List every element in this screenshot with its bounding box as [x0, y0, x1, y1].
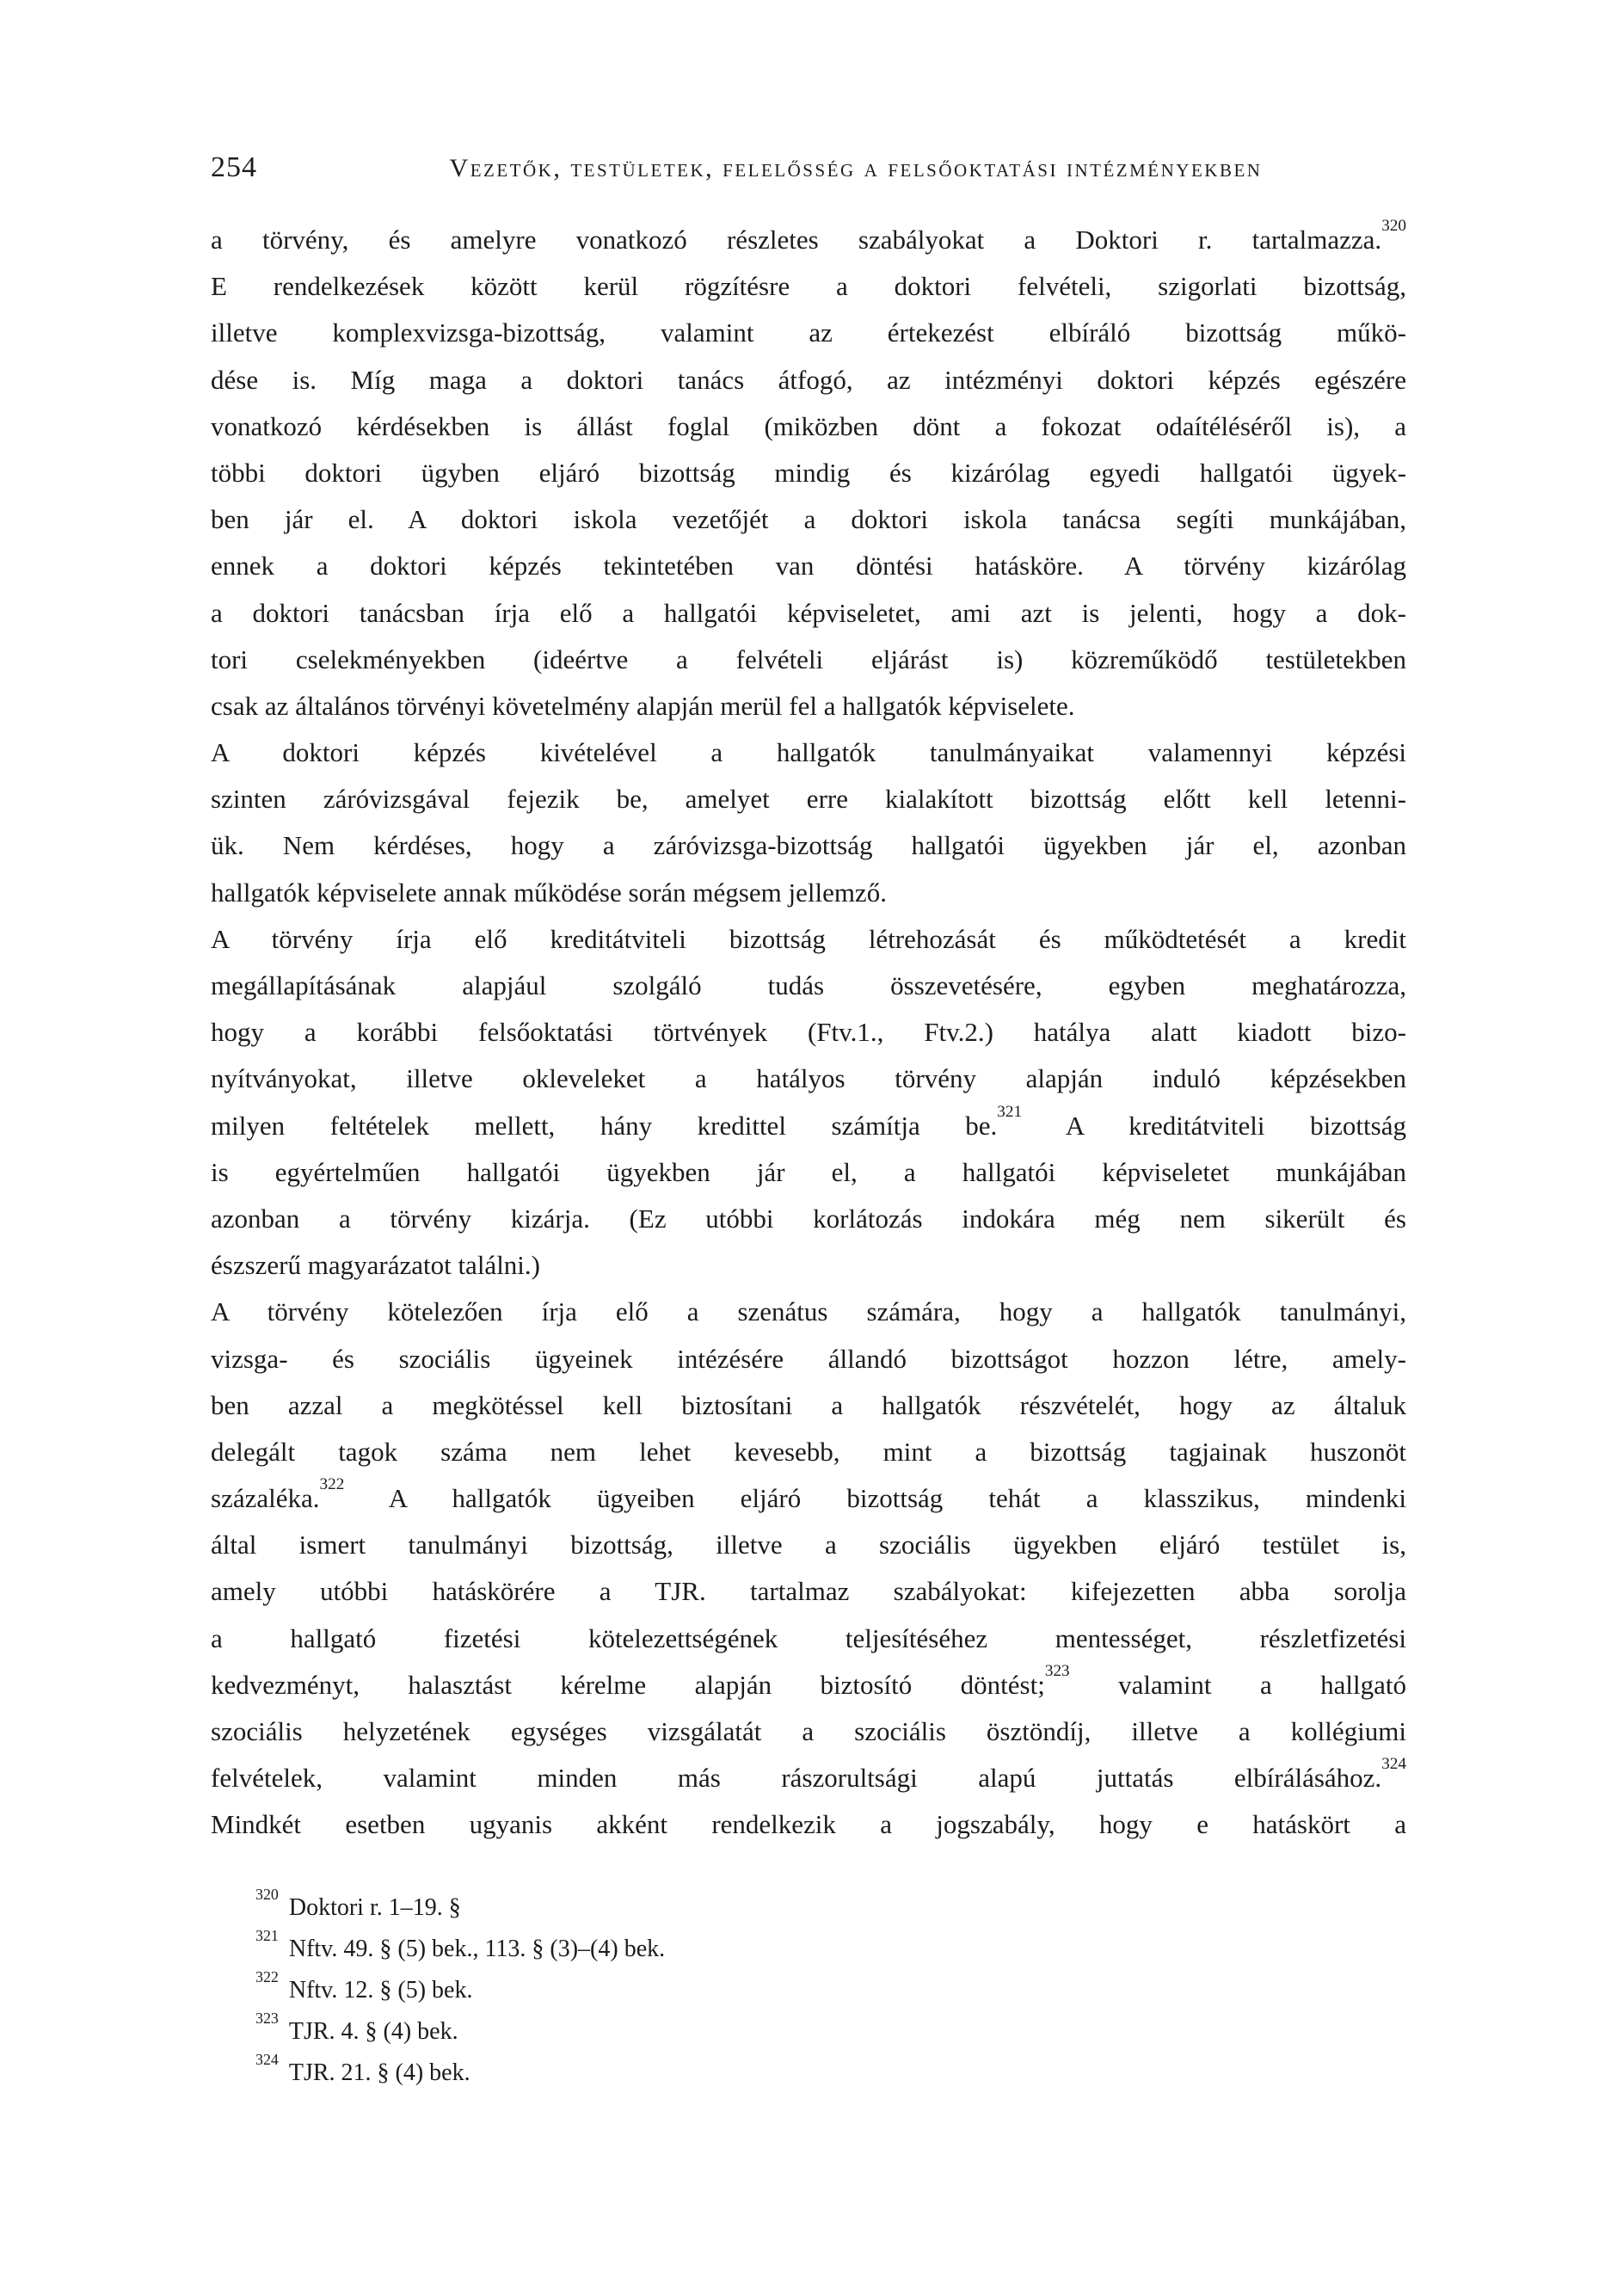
footnote-marker: 320: [1381, 217, 1406, 236]
line-text: delegált tagok száma nem lehet kevesebb, mint a bizottság tagjainak huszonöt: [211, 1436, 1406, 1467]
footnote-number: 324: [255, 2050, 279, 2068]
text-line: [211, 1755, 1406, 1801]
text-line: [211, 450, 1406, 496]
text-line: [211, 1289, 1406, 1335]
line-text: valamint a hallgató: [1069, 1669, 1406, 1700]
running-title: Vezetők, testületek, felelősség a felsőoktatási intézményekben: [449, 154, 1263, 182]
footnote-text: TJR. 21. § (4) bek.: [288, 2059, 470, 2086]
line-text: ennek a doktori képzés tekintetében van döntési hatásköre. A törvény kizárólag: [211, 551, 1406, 582]
line-text: E rendelkezések között kerül rögzítésre a doktori felvételi, szigorlati bizottság,: [211, 271, 1406, 302]
line-text: a hallgató fizetési kötelezettségének teljesítéséhez mentességet, részletfizetési: [211, 1622, 1406, 1653]
line-text: milyen feltételek mellett, hány kredittel számítja be.: [211, 1110, 998, 1141]
text-line: [211, 1568, 1406, 1615]
footnote-text: TJR. 4. § (4) bek.: [288, 2018, 458, 2045]
text-line: [211, 1009, 1406, 1056]
line-text: A hallgatók ügyeiben eljáró bizottság tehát a klasszikus, mindenki: [344, 1483, 1406, 1514]
text-line: [211, 822, 1406, 869]
paragraph: [211, 217, 1406, 729]
line-text: ük. Nem kérdéses, hogy a záróvizsga-bizottság hallgatói ügyekben jár el, azonban: [211, 830, 1406, 861]
body-text: [211, 217, 1406, 1849]
line-text: százaléka.: [211, 1483, 320, 1514]
line-text: vonatkozó kérdésekben is állást foglal (miközben dönt a fokozat odaítéléséről is), a: [211, 410, 1406, 441]
footnote-line: [255, 2050, 1408, 2094]
text-line: [211, 1616, 1406, 1662]
line-text: észszerű magyarázatot találni.): [211, 1250, 540, 1281]
footnote-section: [255, 1887, 1408, 2094]
line-text: hogy a korábbi felsőoktatási törtvények (Ftv.1., Ftv.2.) hatálya alatt kiadott bizo-: [211, 1017, 1406, 1048]
line-text: a doktori tanácsban írja elő a hallgatói képviseletet, ami azt is jelenti, hogy a dok-: [211, 597, 1406, 628]
line-text: szociális helyzetének egységes vizsgálatát a szociális ösztöndíj, illetve a kollégiumi: [211, 1716, 1406, 1746]
line-text: csak az általános törvényi követelmény alapján merül fel a hallgatók képviselete.: [211, 690, 1075, 721]
line-text: illetve komplexvizsga-bizottság, valamint az értekezést elbíráló bizottság műkö-: [211, 317, 1406, 348]
footnote-marker: 324: [1381, 1755, 1406, 1774]
footnote-line: [255, 2011, 1408, 2053]
text-line: [211, 1429, 1406, 1475]
text-line: [211, 543, 1406, 589]
line-text: ben jár el. A doktori iskola vezetőjét a doktori iskola tanácsa segíti munkájában,: [211, 504, 1406, 535]
text-line: [211, 963, 1406, 1009]
line-text: tori cselekményekben (ideértve a felvételi eljárást is) közreműködő testületekben: [211, 643, 1406, 674]
paragraph: [211, 729, 1406, 916]
line-text: hallgatók képviselete annak működése során mégsem jellemző.: [211, 877, 887, 908]
footnote-marker: 322: [319, 1475, 345, 1494]
footnote-number: 323: [255, 2009, 279, 2027]
line-text: amely utóbbi hatáskörére a TJR. tartalmaz szabályokat: kifejezetten abba sorolja: [211, 1576, 1406, 1607]
line-text: a törvény, és amelyre vonatkozó részletes szabályokat a Doktori r. tartalmazza.: [211, 225, 1382, 255]
text-line: [211, 637, 1406, 683]
footnote-marker: 323: [1044, 1661, 1070, 1680]
footnote-number: 322: [255, 1967, 279, 1985]
text-line: [211, 1196, 1406, 1242]
text-line: [211, 1149, 1406, 1196]
footnote-line: [255, 1887, 1408, 1929]
footnote-line: [255, 1967, 1408, 2011]
text-line: [211, 870, 1406, 916]
running-header: [211, 151, 1406, 184]
text-line: [211, 1242, 1406, 1289]
text-line: [211, 310, 1406, 356]
text-line: [211, 1336, 1406, 1382]
text-line: [211, 1522, 1406, 1568]
text-line: [211, 683, 1406, 729]
page-number: 254: [211, 151, 257, 183]
footnote-line: [255, 1926, 1408, 1970]
text-line: [211, 1708, 1406, 1755]
line-text: A törvény kötelezően írja elő a szenátus számára, hogy a hallgatók tanulmányi,: [211, 1296, 1406, 1327]
paragraph: [211, 916, 1406, 1290]
text-line: [211, 403, 1406, 450]
text-line: [211, 1382, 1406, 1429]
footnote-marker: 321: [997, 1102, 1023, 1121]
line-text: kedvezményt, halasztást kérelme alapján biztosító döntést;: [211, 1669, 1045, 1700]
line-text: dése is. Míg maga a doktori tanács átfogó, az intézményi doktori képzés egészére: [211, 364, 1406, 395]
text-line: [211, 1662, 1406, 1708]
text-line: [211, 916, 1406, 963]
line-text: A kreditátviteli bizottság: [1022, 1110, 1406, 1141]
footnote-number: 321: [255, 1926, 279, 1944]
text-line: [211, 496, 1406, 543]
footnote-number: 320: [255, 1885, 279, 1903]
line-text: A törvény írja elő kreditátviteli bizottság létrehozását és működtetését a kredit: [211, 923, 1406, 954]
text-line: [211, 729, 1406, 776]
text-line: [211, 217, 1406, 263]
line-text: is egyértelműen hallgatói ügyekben jár el, a hallgatói képviseletet munkájában: [211, 1156, 1406, 1187]
text-line: [211, 776, 1406, 822]
text-line: [211, 590, 1406, 637]
text-line: [211, 1475, 1406, 1522]
line-text: megállapításának alapjául szolgáló tudás összevetésére, egyben meghatározza,: [211, 970, 1406, 1000]
text-line: [211, 1056, 1406, 1102]
line-text: Mindkét esetben ugyanis akként rendelkezik a jogszabály, hogy e hatáskört a: [211, 1809, 1406, 1840]
line-text: szinten záróvizsgával fejezik be, amelyet erre kialakított bizottság előtt kell letenni-: [211, 784, 1406, 815]
text-line: [211, 1103, 1406, 1149]
line-text: azonban a törvény kizárja. (Ez utóbbi korlátozás indokára még nem sikerült és: [211, 1203, 1406, 1234]
footnote-text: Nftv. 12. § (5) bek.: [288, 1977, 473, 2004]
text-line: [211, 263, 1406, 310]
line-text: vizsga- és szociális ügyeinek intézésére állandó bizottságot hozzon létre, amely-: [211, 1343, 1406, 1374]
text-line: [211, 1801, 1406, 1848]
paragraph: [211, 1289, 1406, 1848]
line-text: által ismert tanulmányi bizottság, illetve a szociális ügyekben eljáró testület is,: [211, 1530, 1406, 1560]
line-text: nyítványokat, illetve okleveleket a hatályos törvény alapján induló képzésekben: [211, 1063, 1406, 1094]
text-line: [211, 357, 1406, 403]
line-text: felvételek, valamint minden más rászorultsági alapú juttatás elbírálásához.: [211, 1763, 1382, 1794]
footnote-text: Nftv. 49. § (5) bek., 113. § (3)–(4) bek.: [288, 1936, 666, 1962]
footnote-text: Doktori r. 1–19. §: [288, 1894, 461, 1921]
line-text: A doktori képzés kivételével a hallgatók tanulmányaikat valamennyi képzési: [211, 737, 1406, 768]
line-text: többi doktori ügyben eljáró bizottság mindig és kizárólag egyedi hallgatói ügyek-: [211, 457, 1406, 488]
line-text: ben azzal a megkötéssel kell biztosítani a hallgatók részvételét, hogy az általuk: [211, 1389, 1406, 1420]
